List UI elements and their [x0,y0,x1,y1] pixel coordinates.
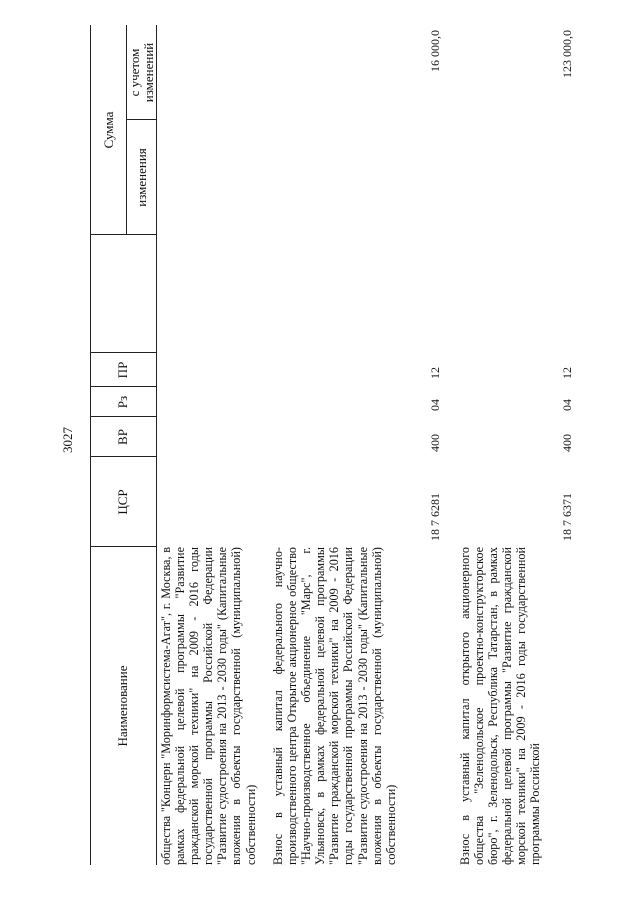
header-sum: Сумма [101,111,116,149]
row-with-changes: 16 000,0 [428,30,442,72]
header-name: Наименование [115,665,130,747]
row-rz: 04 [560,399,574,411]
row-with-changes: 123 000,0 [560,30,574,78]
row-description: общества "Концерн "Моринформсистема-Агат", г. Москва, в рамках федеральной целевой программы "Развитие гражданской морской техники" на 2009 - 2016 годы государственной программы Российской Федерации "Развитие судостроения на 2013 - 2030 годы" (Капитальные вложения в объекты государственной (муниципальной) собственности) [159,547,258,865]
page-number: 3027 [60,427,75,453]
table-row [458,547,543,865]
table-row [159,547,258,865]
table-row [271,547,398,865]
document-page [60,25,580,865]
row-csr: 18 7 6371 [560,493,574,541]
row-csr: 18 7 6281 [428,493,442,541]
header-rz: Рз [115,395,130,409]
row-pr: 12 [560,367,574,379]
header-csr: ЦСР [115,489,130,515]
header-pr: ПР [115,361,130,379]
header-change: изменения [134,148,149,207]
table-top-border [90,25,91,865]
header-with-changes: с учетом изменений [127,42,156,103]
row-pr: 12 [428,367,442,379]
row-vr: 400 [428,434,442,452]
row-vr: 400 [560,434,574,452]
header-vr: ВР [115,429,130,445]
header-bottom-border [156,25,157,865]
row-rz: 04 [428,399,442,411]
row-description: Взнос в уставный капитал открытого акционерного общества "Зеленодольское проектно-конструкторское бюро", г. Зеленодольск, Республика Татарстан, в рамках федеральной целевой программы "Развитие гражданской морской техники" на 2009 - 2016 годы государственной программы Российской [458,547,543,865]
row-description: Взнос в уставный капитал федерального научно-производственного центра Открытое акционерное общество "Научно-производственное объединение "Марс", г. Ульяновск, в рамках федеральной целевой программы "Развитие гражданской морской техники" на 2009 - 2016 годы государственной программы Российской Федерации "Развитие судостроения на 2013 - 2030 годы" (Капитальные вложения в объекты государственной (муниципальной) собственности) [271,547,398,865]
